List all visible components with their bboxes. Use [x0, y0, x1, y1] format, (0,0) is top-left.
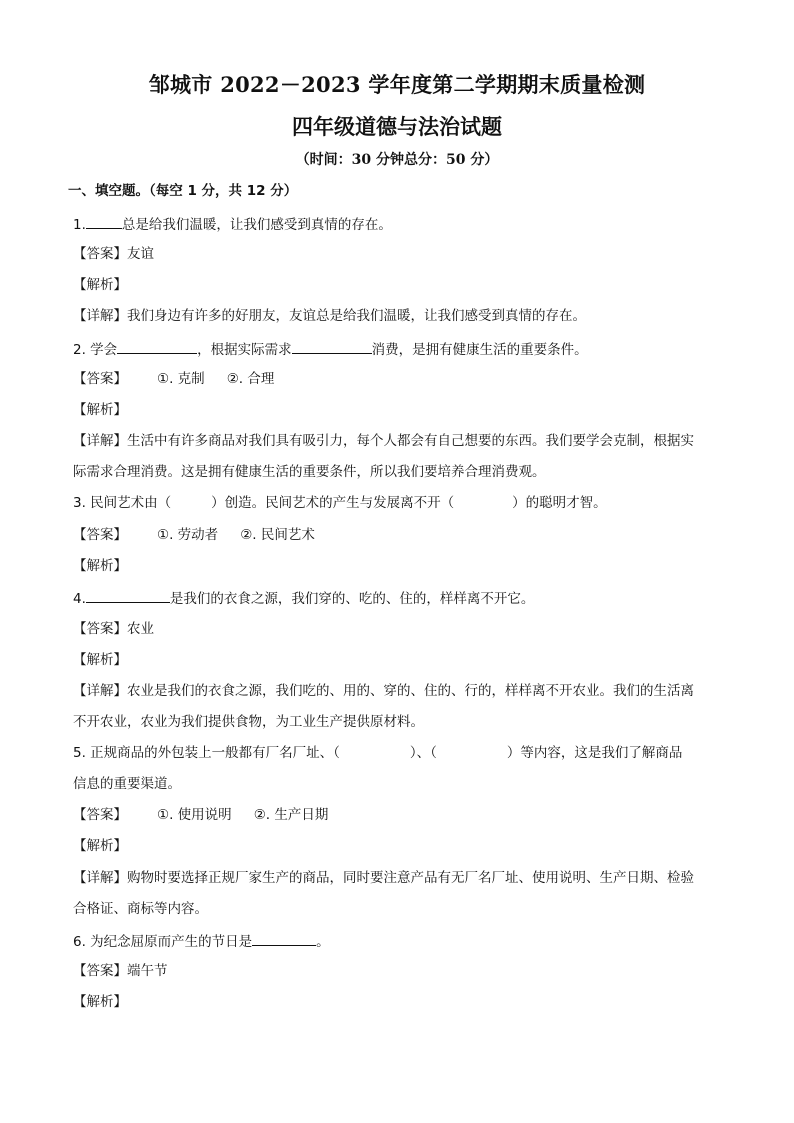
answer-5: 【答案】 ①. 使用说明 ②. 生产日期 — [73, 807, 329, 823]
answer-3: 【答案】 ①. 劳动者 ②. 民间艺术 — [73, 527, 315, 543]
question-2: 2. 学会 ，根据实际需求 消费，是拥有健康生活的重要条件。 — [73, 338, 733, 360]
question-6: 6. 为纪念屈原而产生的节日是 。 — [73, 930, 733, 952]
detail-5: 【详解】购物时要选择正规厂家生产的商品，同时要注意产品有无厂名厂址、使用说明、生产日期、检验 — [73, 870, 694, 886]
answer-1: 【答案】友谊 — [73, 246, 154, 262]
detail-4: 【详解】农业是我们的衣食之源，我们吃的、用的、穿的、住的、行的，样样离不开农业。我们的生活离 — [73, 683, 694, 699]
detail-5-cont: 合格证、商标等内容。 — [73, 901, 208, 917]
question-3: 3. 民间艺术由（ ）创造。民间艺术的产生与发展离不开（ ）的聪明才智。 — [73, 495, 607, 511]
answer-blank — [86, 213, 122, 229]
analysis-3: 【解析】 — [73, 558, 127, 574]
detail-2-cont: 际需求合理消费。这是拥有健康生活的重要条件，所以我们要培养合理消费观。 — [73, 464, 546, 480]
answer-6: 【答案】端午节 — [73, 963, 168, 979]
section-heading: 一、填空题。（每空 1 分，共 12 分） — [68, 183, 298, 199]
answer-4: 【答案】农业 — [73, 621, 154, 637]
exam-subtitle: 四年级道德与法治试题 — [292, 114, 502, 139]
answer-blank — [252, 930, 316, 946]
answer-blank — [86, 587, 170, 603]
detail-2: 【详解】生活中有许多商品对我们具有吸引力，每个人都会有自己想要的东西。我们要学会克制，根据实 — [73, 433, 694, 449]
answer-blank — [292, 338, 372, 354]
detail-1: 【详解】我们身边有许多的好朋友，友谊总是给我们温暖，让我们感受到真情的存在。 — [73, 308, 586, 324]
analysis-2: 【解析】 — [73, 402, 127, 418]
question-5-cont: 信息的重要渠道。 — [73, 776, 181, 792]
analysis-5: 【解析】 — [73, 838, 127, 854]
question-4: 4. 是我们的衣食之源，我们穿的、吃的、住的，样样离不开它。 — [73, 587, 733, 609]
analysis-6: 【解析】 — [73, 994, 127, 1010]
answer-2: 【答案】 ①. 克制 ②. 合理 — [73, 371, 275, 387]
question-1: 1. 总是给我们温暖，让我们感受到真情的存在。 — [73, 213, 733, 235]
analysis-1: 【解析】 — [73, 277, 127, 293]
exam-meta: （时间：30 分钟总分：50 分） — [295, 152, 499, 168]
answer-blank — [117, 338, 197, 354]
exam-title: 邹城市 2022－2023 学年度第二学期期末质量检测 — [148, 72, 646, 97]
analysis-4: 【解析】 — [73, 652, 127, 668]
question-5: 5. 正规商品的外包装上一般都有厂名厂址、（ ）、（ ）等内容，这是我们了解商品 — [73, 745, 683, 761]
detail-4-cont: 不开农业，农业为我们提供食物，为工业生产提供原材料。 — [73, 714, 424, 730]
